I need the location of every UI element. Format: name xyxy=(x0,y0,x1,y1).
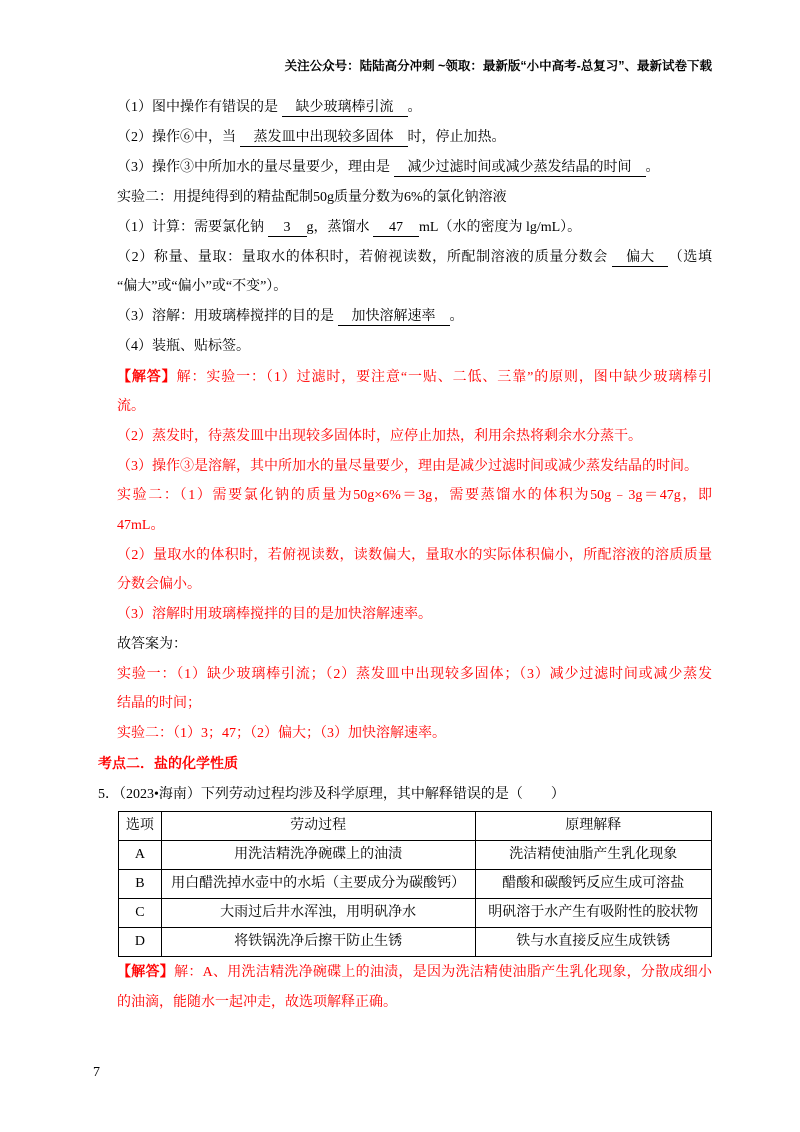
exp1-question-3 xyxy=(117,158,712,178)
question-text: （3）操作③中所加水的量尽量要少，理由是 xyxy=(117,160,394,175)
solution-line: 流。 xyxy=(117,399,145,414)
exp2-question-1 xyxy=(117,218,712,238)
option-letter: D xyxy=(119,928,162,957)
exp1-question-2 xyxy=(117,128,712,148)
answer-blank: 偏大 xyxy=(612,249,668,267)
table-header-cell: 劳动过程 xyxy=(161,812,475,841)
table-row xyxy=(119,841,712,870)
question-text: 。 xyxy=(645,160,660,175)
solution-text: 解：A、用洗洁精洗净碗碟上的油渍，是因为洗洁精使油脂产生乳化现象，分散成细小 xyxy=(174,965,712,980)
option-process: 大雨过后井水浑浊，用明矾净水 xyxy=(161,899,475,928)
section-title: 考点二．盐的化学性质 xyxy=(98,757,238,772)
solution-tag: 【解答】 xyxy=(117,370,177,385)
answer-key-line: 实验二：（1）3；47；（2）偏大；（3）加快溶解速率。 xyxy=(117,726,446,741)
option-letter: B xyxy=(119,870,162,899)
table-header-cell: 原理解释 xyxy=(475,812,712,841)
solution-text: 解：实验一：（1）过滤时，要注意“一贴、二低、三靠”的原则，图中缺少玻璃棒引 xyxy=(176,370,712,385)
answer-blank: 缺少玻璃棒引流 xyxy=(282,99,408,117)
solution-line: （3）操作③是溶解，其中所加水的量尽量要少，理由是减少过滤时间或减少蒸发结晶的时间。 xyxy=(117,459,698,474)
options-table xyxy=(118,811,712,957)
answer-blank: 蒸发皿中出现较多固体 xyxy=(240,129,408,147)
solution-line: 分数会偏小。 xyxy=(117,577,201,592)
question-text: （3）溶解：用玻璃棒搅拌的目的是 xyxy=(117,309,338,324)
table-row xyxy=(119,870,712,899)
exp2-question-2 xyxy=(117,248,712,268)
page-number: 7 xyxy=(93,1065,100,1080)
exp2-question-3 xyxy=(117,307,712,327)
solution-line: 实验二：（1）需要氯化钠的质量为50g×6%＝3g，需要蒸馏水的体积为50g﹣3g＝47g，即 xyxy=(117,488,712,503)
question-text: g，蒸馏水 xyxy=(306,220,373,235)
question-text: （1）计算：需要氯化钠 xyxy=(117,220,268,235)
answer-key-line: 结晶的时间； xyxy=(117,696,201,711)
option-process: 将铁锅洗净后擦干防止生锈 xyxy=(161,928,475,957)
header-promo: 关注公众号：陆陆高分冲刺 ~领取：最新版“小中高考-总复习”、最新试卷下载 xyxy=(284,59,712,73)
answer-blank: 减少过滤时间或减少蒸发结晶的时间 xyxy=(394,159,646,177)
solution-line: 47mL。 xyxy=(117,518,165,533)
solution-tag: 【解答】 xyxy=(117,965,175,980)
question-text: 时，停止加热。 xyxy=(407,130,506,145)
question-text: 。 xyxy=(407,100,422,115)
answer-blank: 加快溶解速率 xyxy=(338,308,450,326)
answer-key-label: 故答案为： xyxy=(117,637,187,652)
option-process: 用洗洁精洗净碗碟上的油渍 xyxy=(161,841,475,870)
table-header-row xyxy=(119,812,712,841)
exp1-question-1 xyxy=(117,98,712,118)
question-text: （2）称量、量取：量取水的体积时，若俯视读数，所配制溶液的质量分数会 xyxy=(117,250,613,265)
question-text: （1）图中操作有错误的是 xyxy=(117,100,282,115)
question-text: 。 xyxy=(449,309,464,324)
solution-line: 的油滴，能随水一起冲走，故选项解释正确。 xyxy=(117,995,397,1010)
question-text: （选填 xyxy=(668,250,713,265)
exp2-question-2-cont: “偏大”或“偏小”或“不变”）。 xyxy=(117,279,288,294)
answer-key-line: 实验一：（1）缺少玻璃棒引流；（2）蒸发皿中出现较多固体；（3）减少过滤时间或减少蒸发 xyxy=(117,667,712,682)
solution-line xyxy=(117,963,712,983)
option-process: 用白醋洗掉水壶中的水垢（主要成分为碳酸钙） xyxy=(161,870,475,899)
option-explanation: 洗洁精使油脂产生乳化现象 xyxy=(475,841,712,870)
solution-line: （2）蒸发时，待蒸发皿中出现较多固体时，应停止加热，利用余热将剩余水分蒸干。 xyxy=(117,429,642,444)
solution-line: （2）量取水的体积时，若俯视读数，读数偏大，量取水的实际体积偏小，所配溶液的溶质质量 xyxy=(117,548,712,563)
answer-blank: 3 xyxy=(268,219,307,237)
question-text: （2）操作⑥中，当 xyxy=(117,130,240,145)
option-explanation: 醋酸和碳酸钙反应生成可溶盐 xyxy=(475,870,712,899)
exp2-title: 实验二：用提纯得到的精盐配制50g质量分数为6%的氯化钠溶液 xyxy=(117,190,507,205)
option-letter: A xyxy=(119,841,162,870)
option-explanation: 铁与水直接反应生成铁锈 xyxy=(475,928,712,957)
solution-line: （3）溶解时用玻璃棒搅拌的目的是加快溶解速率。 xyxy=(117,607,432,622)
solution-line xyxy=(117,368,712,388)
exp2-question-4: （4）装瓶、贴标签。 xyxy=(117,339,250,354)
table-row xyxy=(119,899,712,928)
option-letter: C xyxy=(119,899,162,928)
question-text: mL（水的密度为 lg/mL）。 xyxy=(419,220,582,235)
question-5-stem: 5．（2023•海南）下列劳动过程均涉及科学原理，其中解释错误的是（ ） xyxy=(98,787,565,802)
answer-blank: 47 xyxy=(373,219,419,237)
option-explanation: 明矾溶于水产生有吸附性的胶状物 xyxy=(475,899,712,928)
table-row xyxy=(119,928,712,957)
table-header-cell: 选项 xyxy=(119,812,162,841)
